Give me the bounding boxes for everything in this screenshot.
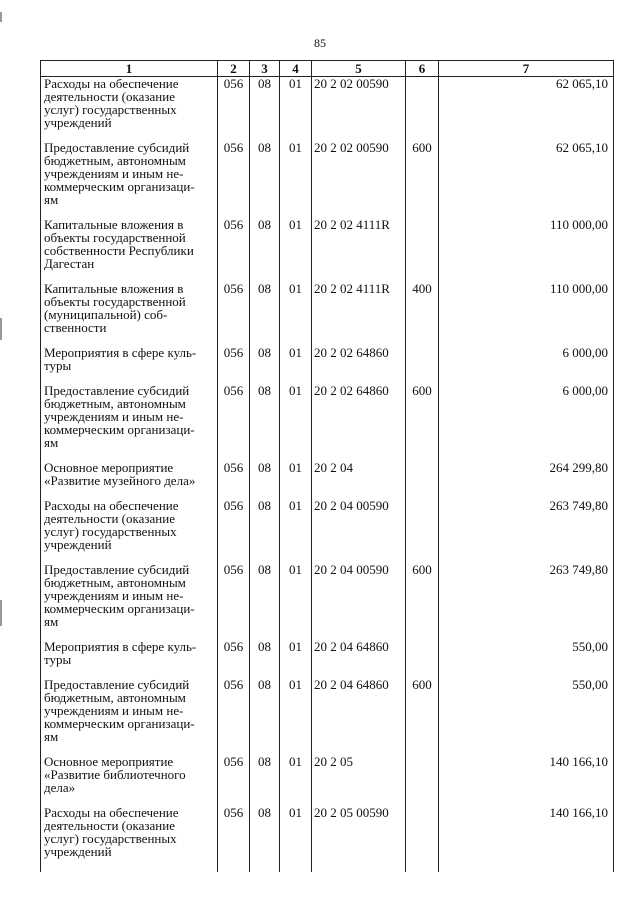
expense-name-cell (41, 282, 218, 346)
expense-type-cell: 400 (406, 282, 439, 346)
expense-name-cell (41, 640, 218, 678)
expense-name-line: коммерческим организаци- (44, 422, 195, 437)
scan-edge-mark (0, 318, 2, 340)
expense-type-cell (406, 77, 439, 142)
ministry-code-cell: 056 (218, 346, 250, 384)
expense-type-cell: 600 (406, 678, 439, 755)
amount-cell: 264 299,80 (439, 461, 614, 499)
expense-name-line: объекты государственной (44, 294, 186, 309)
table-header-row (41, 61, 614, 77)
subsection-code-cell: 01 (280, 282, 312, 346)
expense-name-line: деятельности (оказание (44, 89, 175, 104)
expense-name-line: Мероприятия в сфере куль- (44, 345, 197, 360)
expense-name-cell (41, 499, 218, 563)
amount-cell: 62 065,10 (439, 77, 614, 142)
expense-name-line: ственности (44, 320, 107, 335)
table-row (41, 755, 614, 806)
target-article-cell: 20 2 05 (312, 755, 406, 806)
section-code-cell: 08 (250, 678, 280, 755)
expense-name-line: ям (44, 192, 59, 207)
expense-name-line: учреждениям и иным не- (44, 166, 184, 181)
expense-name-line: туры (44, 652, 72, 667)
section-code-cell: 08 (250, 499, 280, 563)
subsection-code-cell: 01 (280, 141, 312, 218)
expense-name-line: услуг) государственных (44, 102, 177, 117)
subsection-code-cell: 01 (280, 346, 312, 384)
scan-edge-mark (0, 600, 2, 626)
amount-cell: 6 000,00 (439, 384, 614, 461)
table-row (41, 346, 614, 384)
expense-name-line: Расходы на обеспечение (44, 76, 179, 91)
table-row (41, 77, 614, 142)
expense-name-line: туры (44, 358, 72, 373)
expense-name-line: (муниципальной) соб- (44, 307, 168, 322)
section-code-cell: 08 (250, 346, 280, 384)
expense-name-line: коммерческим организаци- (44, 179, 195, 194)
amount-cell: 110 000,00 (439, 282, 614, 346)
table-row (41, 218, 614, 282)
table-row (41, 678, 614, 755)
target-article-cell: 20 2 02 64860 (312, 346, 406, 384)
target-article-cell: 20 2 04 (312, 461, 406, 499)
expense-name-line: Основное мероприятие (44, 460, 174, 475)
expense-name-line: бюджетным, автономным (44, 690, 186, 705)
table-row (41, 499, 614, 563)
expense-name-cell (41, 461, 218, 499)
column-header: 4 (280, 61, 312, 77)
target-article-cell: 20 2 02 64860 (312, 384, 406, 461)
expense-name-line: учреждений (44, 844, 112, 859)
target-article-cell: 20 2 04 64860 (312, 640, 406, 678)
expense-type-cell (406, 461, 439, 499)
scan-edge-mark (0, 12, 2, 22)
expense-name-line: ям (44, 729, 59, 744)
expense-name-cell (41, 678, 218, 755)
subsection-code-cell: 01 (280, 806, 312, 872)
subsection-code-cell: 01 (280, 77, 312, 142)
expense-name-line: Капитальные вложения в (44, 281, 184, 296)
expense-name-cell (41, 806, 218, 872)
expense-name-line: коммерческим организаци- (44, 601, 195, 616)
table-row (41, 282, 614, 346)
target-article-cell: 20 2 04 00590 (312, 499, 406, 563)
column-header: 5 (312, 61, 406, 77)
expense-name-line: деятельности (оказание (44, 818, 175, 833)
table-row (41, 640, 614, 678)
expense-name-line: ям (44, 614, 59, 629)
section-code-cell: 08 (250, 563, 280, 640)
expense-name-line: учреждениям и иным не- (44, 409, 184, 424)
ministry-code-cell: 056 (218, 755, 250, 806)
subsection-code-cell: 01 (280, 563, 312, 640)
amount-cell: 110 000,00 (439, 218, 614, 282)
expense-name-line: учреждениям и иным не- (44, 588, 184, 603)
expense-name-line: дела» (44, 780, 76, 795)
expense-name-line: «Развитие музейного дела» (44, 473, 196, 488)
section-code-cell: 08 (250, 461, 280, 499)
expense-name-line: учреждениям и иным не- (44, 703, 184, 718)
expense-name-line: бюджетным, автономным (44, 396, 186, 411)
expense-name-line: деятельности (оказание (44, 511, 175, 526)
ministry-code-cell: 056 (218, 77, 250, 142)
target-article-cell: 20 2 04 64860 (312, 678, 406, 755)
expense-name-line: Предоставление субсидий (44, 383, 190, 398)
ministry-code-cell: 056 (218, 141, 250, 218)
expense-name-line: коммерческим организаци- (44, 716, 195, 731)
section-code-cell: 08 (250, 77, 280, 142)
expense-name-line: бюджетным, автономным (44, 575, 186, 590)
budget-table (40, 60, 614, 872)
target-article-cell: 20 2 02 00590 (312, 141, 406, 218)
expense-name-line: бюджетным, автономным (44, 153, 186, 168)
ministry-code-cell: 056 (218, 563, 250, 640)
amount-cell: 550,00 (439, 678, 614, 755)
expense-name-cell (41, 77, 218, 142)
amount-cell: 6 000,00 (439, 346, 614, 384)
expense-type-cell: 600 (406, 141, 439, 218)
expense-name-line: учреждений (44, 537, 112, 552)
expense-name-line: Мероприятия в сфере куль- (44, 639, 197, 654)
expense-name-line: услуг) государственных (44, 831, 177, 846)
expense-name-line: Капитальные вложения в (44, 217, 184, 232)
expense-type-cell (406, 806, 439, 872)
ministry-code-cell: 056 (218, 678, 250, 755)
column-header: 1 (41, 61, 218, 77)
amount-cell: 140 166,10 (439, 755, 614, 806)
amount-cell: 550,00 (439, 640, 614, 678)
subsection-code-cell: 01 (280, 755, 312, 806)
expense-name-line: услуг) государственных (44, 524, 177, 539)
target-article-cell: 20 2 02 00590 (312, 77, 406, 142)
section-code-cell: 08 (250, 806, 280, 872)
amount-cell: 263 749,80 (439, 563, 614, 640)
ministry-code-cell: 056 (218, 499, 250, 563)
subsection-code-cell: 01 (280, 640, 312, 678)
expense-name-cell (41, 218, 218, 282)
expense-name-cell (41, 141, 218, 218)
expense-name-line: собственности Республики (44, 243, 194, 258)
expense-name-line: Предоставление субсидий (44, 677, 190, 692)
expense-type-cell (406, 218, 439, 282)
table-row (41, 461, 614, 499)
section-code-cell: 08 (250, 282, 280, 346)
subsection-code-cell: 01 (280, 678, 312, 755)
expense-name-cell (41, 563, 218, 640)
expense-name-line: Расходы на обеспечение (44, 498, 179, 513)
section-code-cell: 08 (250, 384, 280, 461)
expense-name-cell (41, 755, 218, 806)
expense-name-line: учреждений (44, 115, 112, 130)
amount-cell: 263 749,80 (439, 499, 614, 563)
expense-type-cell (406, 755, 439, 806)
expense-name-cell (41, 346, 218, 384)
expense-name-line: Расходы на обеспечение (44, 805, 179, 820)
expense-type-cell: 600 (406, 563, 439, 640)
target-article-cell: 20 2 02 4111R (312, 282, 406, 346)
expense-name-line: Предоставление субсидий (44, 140, 190, 155)
column-header: 6 (406, 61, 439, 77)
expense-name-line: ям (44, 435, 59, 450)
subsection-code-cell: 01 (280, 461, 312, 499)
ministry-code-cell: 056 (218, 806, 250, 872)
section-code-cell: 08 (250, 141, 280, 218)
ministry-code-cell: 056 (218, 461, 250, 499)
table-row (41, 384, 614, 461)
table-row (41, 806, 614, 872)
table-body (41, 77, 614, 873)
expense-type-cell: 600 (406, 384, 439, 461)
page-number: 85 (314, 36, 326, 50)
subsection-code-cell: 01 (280, 499, 312, 563)
table-row (41, 141, 614, 218)
ministry-code-cell: 056 (218, 218, 250, 282)
target-article-cell: 20 2 02 4111R (312, 218, 406, 282)
ministry-code-cell: 056 (218, 282, 250, 346)
expense-name-line: Основное мероприятие (44, 754, 174, 769)
section-code-cell: 08 (250, 218, 280, 282)
column-header: 2 (218, 61, 250, 77)
section-code-cell: 08 (250, 640, 280, 678)
expense-name-line: объекты государственной (44, 230, 186, 245)
target-article-cell: 20 2 04 00590 (312, 563, 406, 640)
expense-name-cell (41, 384, 218, 461)
section-code-cell: 08 (250, 755, 280, 806)
subsection-code-cell: 01 (280, 384, 312, 461)
ministry-code-cell: 056 (218, 384, 250, 461)
column-header: 3 (250, 61, 280, 77)
column-header: 7 (439, 61, 614, 77)
expense-type-cell (406, 346, 439, 384)
amount-cell: 140 166,10 (439, 806, 614, 872)
target-article-cell: 20 2 05 00590 (312, 806, 406, 872)
table-row (41, 563, 614, 640)
amount-cell: 62 065,10 (439, 141, 614, 218)
expense-type-cell (406, 499, 439, 563)
expense-name-line: Предоставление субсидий (44, 562, 190, 577)
expense-name-line: «Развитие библиотечного (44, 767, 186, 782)
expense-name-line: Дагестан (44, 256, 95, 271)
ministry-code-cell: 056 (218, 640, 250, 678)
expense-type-cell (406, 640, 439, 678)
subsection-code-cell: 01 (280, 218, 312, 282)
